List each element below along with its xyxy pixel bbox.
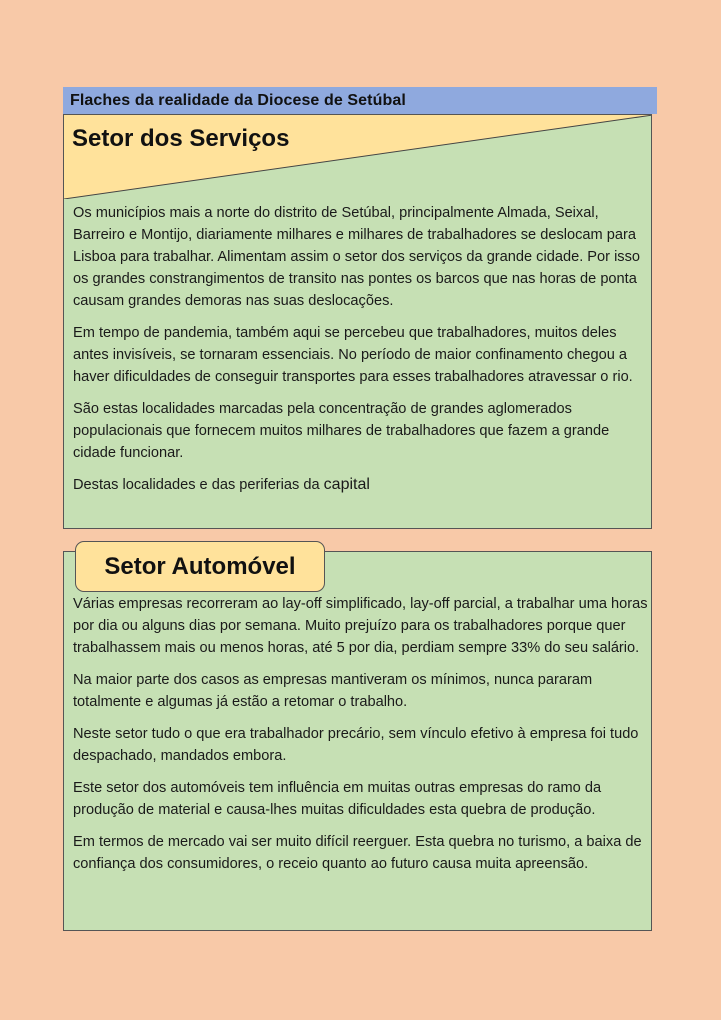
automovel-paragraph-5: Em termos de mercado vai ser muito difícil reerguer. Esta quebra no turismo, a baixa de confiança dos consumidores, o receio quanto ao futuro causa muita apreensão.: [73, 834, 642, 872]
section-automovel-title-tab: [75, 541, 325, 592]
section-automovel-title: Setor Automóvel: [104, 552, 296, 580]
automovel-paragraph-3: Neste setor tudo o que era trabalhador precário, sem vínculo efetivo à empresa foi tudo despachado, mandados embora.: [73, 726, 639, 764]
servicos-paragraph-4-end: capital: [323, 476, 370, 493]
header-bar: [63, 87, 657, 114]
header-title: Flaches da realidade da Diocese de Setúbal: [70, 91, 406, 109]
servicos-paragraph-4-start: Destas localidades e das periferias da: [73, 477, 324, 493]
automovel-paragraph-2: Na maior parte dos casos as empresas mantiveram os mínimos, nunca pararam totalmente e algumas já estão a retomar o trabalho.: [73, 672, 593, 710]
automovel-paragraph-1: Várias empresas recorreram ao lay-off simplificado, lay-off parcial, a trabalhar uma horas por dia ou alguns dias por semana. Muito prejuízo para os trabalhadores porque quer trabalhassem mais ou menos horas, até 5 por dia, perdiam sempre 33% do seu salário.: [73, 596, 648, 656]
section-servicos-body: [73, 202, 648, 506]
section-automovel: [63, 551, 652, 931]
servicos-paragraph-3: São estas localidades marcadas pela concentração de grandes aglomerados populacionais que fornecem muitos milhares de trabalhadores que fazem a grande cidade funcionar.: [73, 401, 610, 461]
section-servicos-title: Setor dos Serviços: [72, 125, 290, 152]
section-automovel-body: [73, 593, 648, 885]
servicos-paragraph-4: [73, 474, 648, 496]
automovel-paragraph-4: Este setor dos automóveis tem influência em muitas outras empresas do ramo da produção de material e causa-lhes muitas dificuldades esta quebra de produção.: [73, 780, 602, 818]
section-servicos: [63, 114, 652, 529]
servicos-paragraph-1: Os municípios mais a norte do distrito de Setúbal, principalmente Almada, Seixal, Barreiro e Montijo, diariamente milhares e milhares de trabalhadores se deslocam para Lisboa para trabalhar. Alimentam assim o setor dos serviços da grande cidade. Por isso os grandes constrangimentos de transito nas pontes os barcos que nas horas de ponta causam grandes demoras nas suas deslocações.: [73, 205, 641, 309]
servicos-paragraph-2: Em tempo de pandemia, também aqui se percebeu que trabalhadores, muitos deles antes invisíveis, se tornaram essenciais. No período de maior confinamento chegou a haver dificuldades de conseguir transportes para esses trabalhadores atravessar o rio.: [73, 325, 633, 385]
